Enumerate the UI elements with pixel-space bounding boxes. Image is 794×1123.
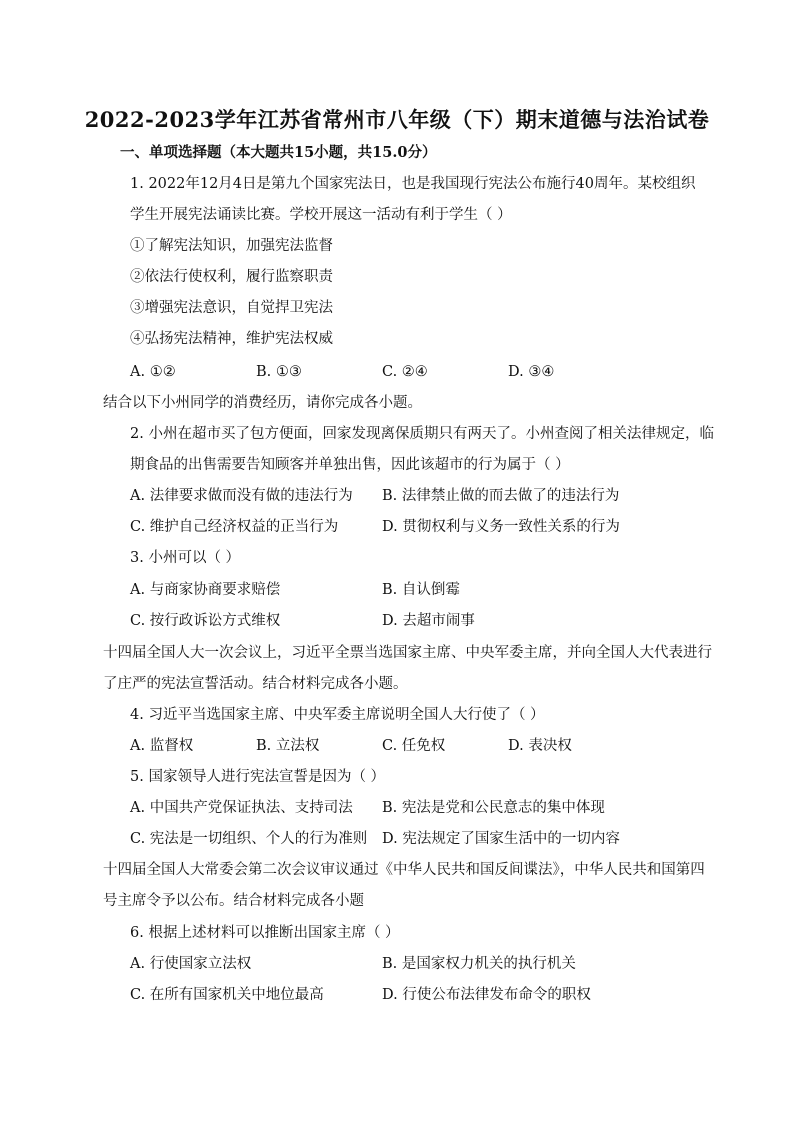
question-3-option-c[interactable]: C. 按行政诉讼方式维权 (130, 613, 281, 629)
question-2-option-d[interactable]: D. 贯彻权利与义务一致性关系的行为 (382, 519, 620, 535)
material-intro-q2-q3: 结合以下小州同学的消费经历，请你完成各小题。 (103, 395, 422, 411)
question-1-option-d[interactable]: D. ③④ (508, 364, 555, 380)
question-1-item-2: ②依法行使权利，履行监察职责 (130, 269, 333, 285)
question-4-option-a[interactable]: A. 监督权 (130, 738, 194, 754)
question-2-option-c[interactable]: C. 维护自己经济权益的正当行为 (130, 519, 339, 535)
question-1-item-3: ③增强宪法意识，自觉捍卫宪法 (130, 300, 333, 316)
question-1-option-a[interactable]: A. ①② (130, 364, 176, 380)
exam-title: 2022-2023学年江苏省常州市八年级（下）期末道德与法治试卷 (84, 107, 710, 132)
question-5-option-a[interactable]: A. 中国共产党保证执法、支持司法 (130, 800, 353, 816)
question-3-option-d[interactable]: D. 去超市闹事 (382, 613, 475, 629)
question-1-option-b[interactable]: B. ①③ (256, 364, 302, 380)
question-6-option-a[interactable]: A. 行使国家立法权 (130, 956, 252, 972)
question-5-option-c[interactable]: C. 宪法是一切组织、个人的行为准则 (130, 831, 368, 847)
question-1-stem-line2: 学生开展宪法诵读比赛。学校开展这一活动有利于学生（ ） (130, 207, 512, 223)
question-6-stem: 6. 根据上述材料可以推断出国家主席（ ） (130, 925, 400, 941)
question-4-option-d[interactable]: D. 表决权 (508, 738, 572, 754)
question-4-option-b[interactable]: B. 立法权 (256, 738, 320, 754)
question-2-option-b[interactable]: B. 法律禁止做的而去做了的违法行为 (382, 488, 620, 504)
material-intro-q6-line1: 十四届全国人大常委会第二次会议审议通过《中华人民共和国反间谍法》，中华人民共和国第四 (103, 862, 705, 878)
material-intro-q4-q5-line1: 十四届全国人大一次会议上，习近平全票当选国家主席、中央军委主席，并向全国人大代表进行 (103, 645, 712, 661)
question-1-stem-line1: 1. 2022年12月4日是第九个国家宪法日，也是我国现行宪法公布施行40周年。某校组织 (130, 176, 696, 192)
question-5-stem: 5. 国家领导人进行宪法宣誓是因为（ ） (130, 769, 386, 785)
question-3-option-b[interactable]: B. 自认倒霉 (382, 582, 460, 598)
section-heading: 一、单项选择题（本大题共15小题，共15.0分） (120, 144, 437, 161)
question-6-option-d[interactable]: D. 行使公布法律发布命令的职权 (382, 987, 591, 1003)
question-4-stem: 4. 习近平当选国家主席、中央军委主席说明全国人大行使了（ ） (130, 707, 545, 723)
question-2-stem-line2: 期食品的出售需要告知顾客并单独出售，因此该超市的行为属于（ ） (130, 457, 570, 473)
question-1-item-4: ④弘扬宪法精神，维护宪法权威 (130, 331, 333, 347)
question-5-option-d[interactable]: D. 宪法规定了国家生活中的一切内容 (382, 831, 620, 847)
question-3-stem: 3. 小州可以（ ） (130, 550, 241, 566)
question-4-option-c[interactable]: C. 任免权 (382, 738, 446, 754)
question-1-option-c[interactable]: C. ②④ (382, 364, 428, 380)
question-2-stem-line1: 2. 小州在超市买了包方便面，回家发现离保质期只有两天了。小州查阅了相关法律规定，临 (130, 426, 714, 442)
material-intro-q6-line2: 号主席令予以公布。结合材料完成各小题 (103, 893, 364, 909)
question-2-option-a[interactable]: A. 法律要求做而没有做的违法行为 (130, 488, 353, 504)
question-6-option-b[interactable]: B. 是国家权力机关的执行机关 (382, 956, 576, 972)
material-intro-q4-q5-line2: 了庄严的宪法宣誓活动。结合材料完成各小题。 (103, 676, 408, 692)
question-5-option-b[interactable]: B. 宪法是党和公民意志的集中体现 (382, 800, 605, 816)
question-6-option-c[interactable]: C. 在所有国家机关中地位最高 (130, 987, 324, 1003)
question-1-item-1: ①了解宪法知识，加强宪法监督 (130, 238, 333, 254)
question-3-option-a[interactable]: A. 与商家协商要求赔偿 (130, 582, 281, 598)
